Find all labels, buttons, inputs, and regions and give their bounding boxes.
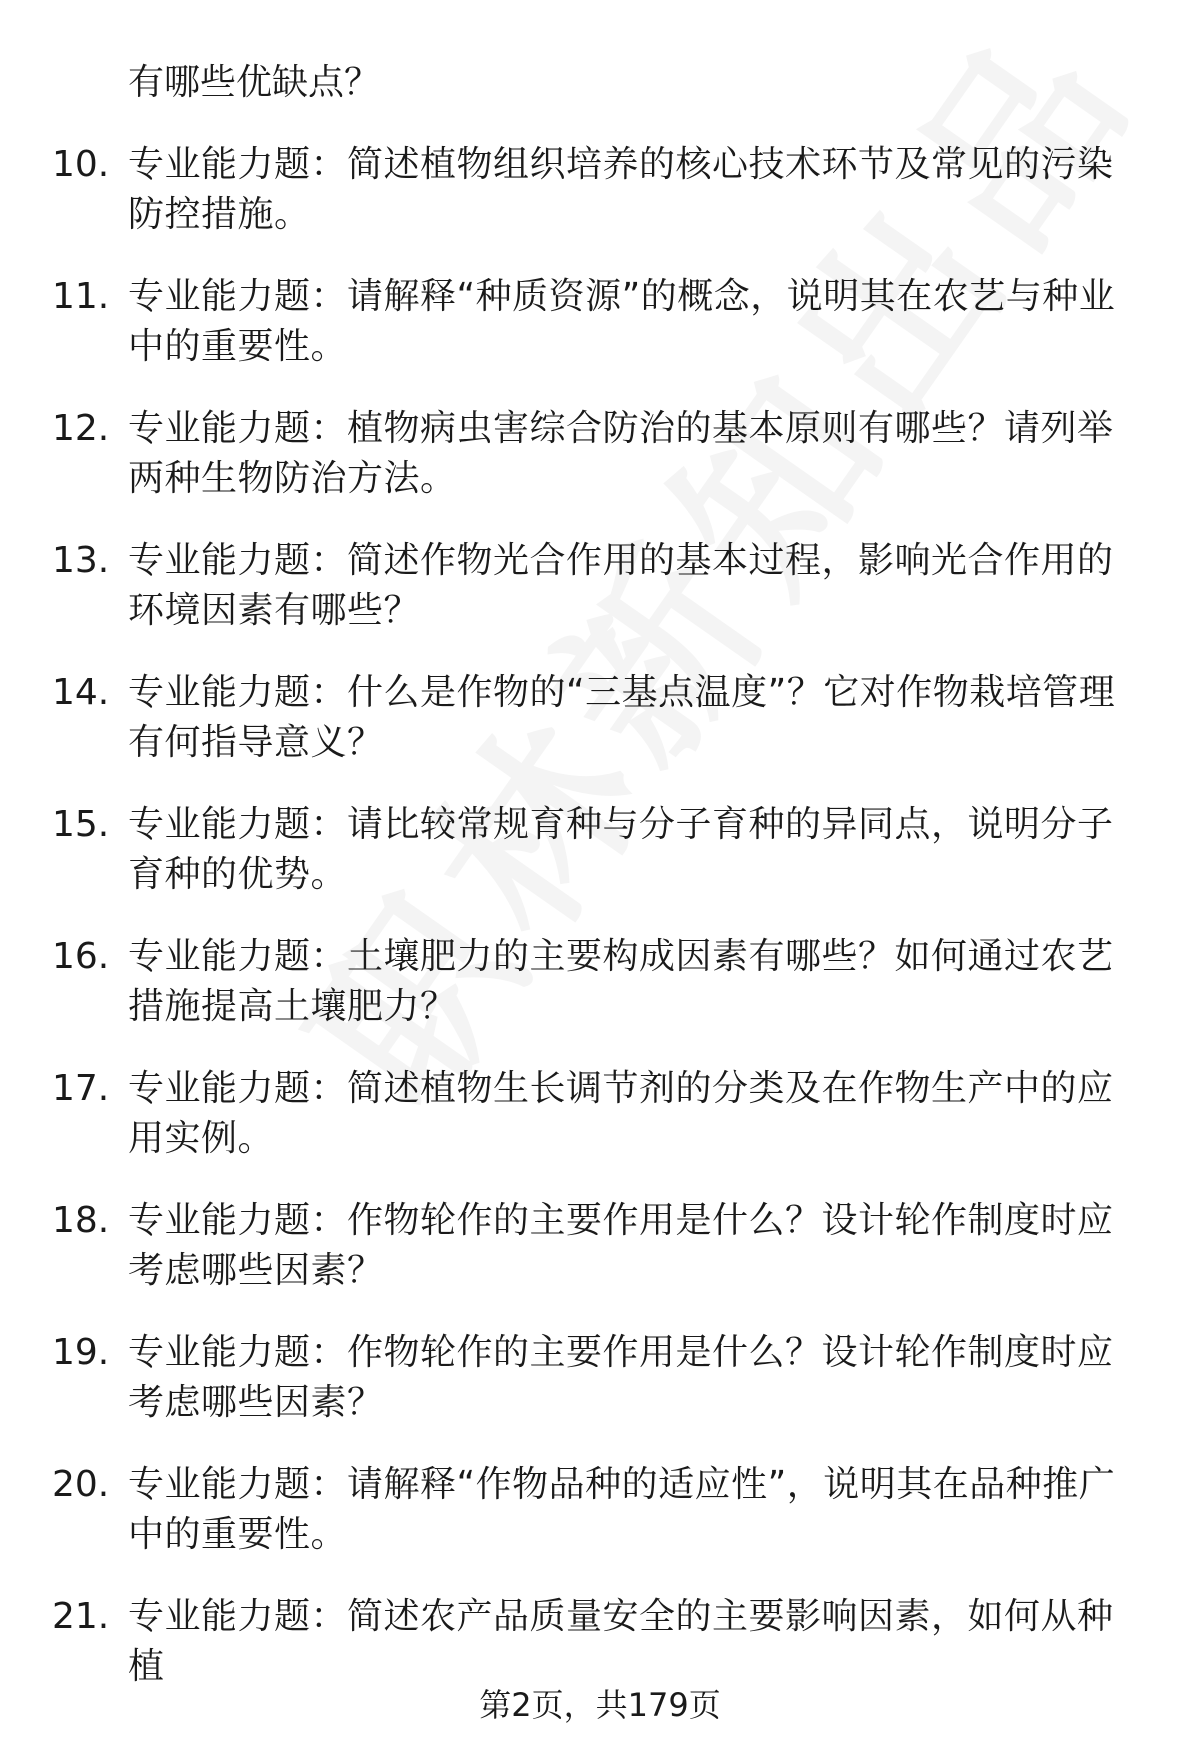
question-number: 13.	[52, 540, 110, 581]
question-text: 专业能力题：简述作物光合作用的基本过程，影响光合作用的环境因素有哪些？	[128, 540, 1114, 631]
question-text: 专业能力题：植物病虫害综合防治的基本原则有哪些？请列举两种生物防治方法。	[128, 408, 1114, 499]
question-item	[0, 932, 1200, 1064]
question-number: 19.	[52, 1332, 110, 1373]
question-list	[0, 140, 1200, 1724]
question-number: 10.	[52, 144, 110, 185]
question-item	[0, 668, 1200, 800]
question-item	[0, 1064, 1200, 1196]
question-number: 12.	[52, 408, 110, 449]
question-number: 14.	[52, 672, 110, 713]
question-number: 18.	[52, 1200, 110, 1241]
question-item	[0, 272, 1200, 404]
question-text: 专业能力题：简述植物组织培养的核心技术环节及常见的污染防控措施。	[128, 144, 1114, 235]
question-number: 21.	[52, 1596, 110, 1637]
question-item	[0, 1460, 1200, 1592]
question-item	[0, 800, 1200, 932]
question-number: 15.	[52, 804, 110, 845]
question-text: 专业能力题：作物轮作的主要作用是什么？设计轮作制度时应考虑哪些因素？	[128, 1200, 1114, 1291]
question-item	[0, 140, 1200, 272]
question-text: 专业能力题：作物轮作的主要作用是什么？设计轮作制度时应考虑哪些因素？	[128, 1332, 1114, 1423]
question-text: 专业能力题：请解释“种质资源”的概念，说明其在农艺与种业中的重要性。	[128, 276, 1116, 367]
question-text: 专业能力题：简述农产品质量安全的主要影响因素，如何从种植	[128, 1596, 1114, 1687]
question-item	[0, 536, 1200, 668]
question-number: 11.	[52, 276, 110, 317]
question-text: 专业能力题：简述植物生长调节剂的分类及在作物生产中的应用实例。	[128, 1068, 1114, 1159]
question-text: 专业能力题：请解释“作物品种的适应性”，说明其在品种推广中的重要性。	[128, 1464, 1116, 1555]
question-item	[0, 1196, 1200, 1328]
question-number: 16.	[52, 936, 110, 977]
question-item	[0, 1328, 1200, 1460]
question-number: 20.	[52, 1464, 110, 1505]
page-number-footer: 第2页，共179页	[479, 1686, 721, 1724]
question-text: 专业能力题：请比较常规育种与分子育种的异同点，说明分子育种的优势。	[128, 804, 1114, 895]
continued-question-text: 有哪些优缺点？	[128, 62, 381, 103]
question-text: 专业能力题：什么是作物的“三基点温度”？它对作物栽培管理有何指导意义？	[128, 672, 1116, 763]
question-text: 专业能力题：土壤肥力的主要构成因素有哪些？如何通过农艺措施提高土壤肥力？	[128, 936, 1114, 1027]
question-number: 17.	[52, 1068, 110, 1109]
question-item	[0, 404, 1200, 536]
